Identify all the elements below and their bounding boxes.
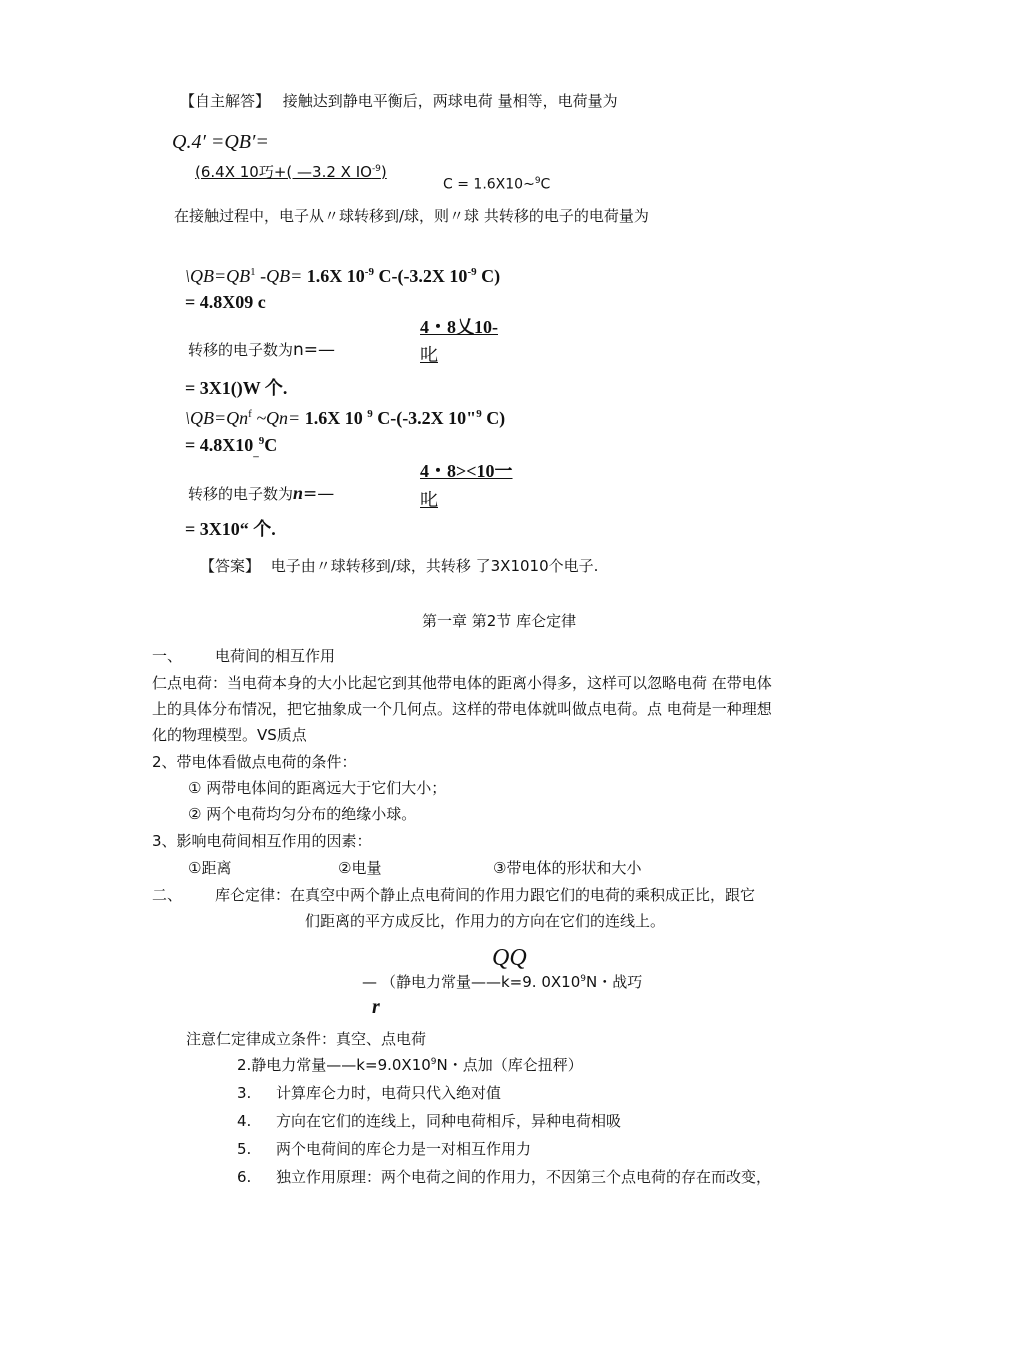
note-6: 独立作用原理：两个电荷之间的作用力，不因第三个点电荷的存在而改变， <box>276 1168 772 1186</box>
equation-1b: = 4.8X09 c <box>185 292 266 312</box>
formula1-lhs: Q.4′ =QB′= <box>172 131 269 153</box>
self-answer-line <box>180 92 618 110</box>
note-2: 2.静电力常量$——k=9.0X10^9N$・点加（库仑扭秤） <box>237 1056 583 1074</box>
law-formula-line: — （静电力常量——k=9. $0X10^9N$・战巧 <box>362 973 643 991</box>
heading-2-number: 二、 <box>152 886 183 904</box>
coulomb-law-line2: 们距离的平方成反比，作用力的方向在它们的连线上。 <box>305 912 666 930</box>
equation-2b: = $4.8X10_{\_}^9C$ <box>185 435 278 459</box>
note-6-number: 6. <box>237 1168 252 1186</box>
point-charge-def-line1: 仁点电荷：当电荷本身的大小比起它到其他带电体的距离小得多，这样可以忽略电荷 在带电体 <box>152 674 772 692</box>
answer-label: 【答案】 <box>200 557 261 575</box>
note-intro: 注意仁定律成立条件：真空、点电荷 <box>186 1030 427 1048</box>
n2-denominator: 叱 <box>420 490 438 511</box>
formula1-result: C = 1.6X10~$^9$C <box>443 176 551 193</box>
note-4: 方向在它们的连线上，同种电荷相斥，异种电荷相吸 <box>276 1112 622 1130</box>
formula1-numerator: (6.4X 10巧+( —3.2 X $IO^{-9}$) <box>195 163 387 181</box>
item-3: 3、影响电荷间相互作用的因素： <box>152 832 372 850</box>
point-charge-def-line3: 化的物理模型。VS质点 <box>152 726 307 744</box>
note-5-number: 5. <box>237 1140 252 1158</box>
n1-numerator: 4・8乂10- <box>420 317 498 337</box>
note-5: 两个电荷间的库仑力是一对相互作用力 <box>276 1140 532 1158</box>
n1-label-line: 转移的电子数为n=— <box>188 340 336 360</box>
n2-numerator: 4・8><10一 <box>420 461 513 481</box>
coulomb-law-line1: 库仑定律：在真空中两个静止点电荷间的作用力跟它们的电荷的乘积成正比，跟它 <box>215 886 756 904</box>
note-4-number: 4. <box>237 1112 252 1130</box>
item-2-a: ① 两带电体间的距离远大于它们大小； <box>188 779 447 797</box>
item-2: 2、带电体看做点电荷的条件： <box>152 753 357 771</box>
heading-1: 电荷间的相互作用 <box>215 647 336 665</box>
self-answer-text: 接触达到静电平衡后，两球电荷 量相等，电荷量为 <box>282 92 618 110</box>
factor-charge: ②电量 <box>338 859 382 877</box>
n2-label-line: 转移的电子数为n=— <box>188 483 335 504</box>
n1-denominator: 叱 <box>420 345 438 366</box>
n1-result: = 3X1()W 个. <box>185 378 288 398</box>
note-3-number: 3. <box>237 1084 252 1102</box>
factor-shape: ③带电体的形状和大小 <box>493 859 642 877</box>
self-answer-label: 【自主解答】 <box>180 92 271 110</box>
law-denominator: r <box>372 996 380 1018</box>
heading-1-number: 一、 <box>152 647 183 665</box>
equation-1a: $\backslash QB=QB^1$ -QB= 1.6X $10^{-9}$ C-(-3.2X $10^{-9}$ C) <box>185 266 501 286</box>
point-charge-def-line2: 上的具体分布情况，把它抽象成一个几何点。这样的带电体就叫做点电荷。点 电荷是一种理想 <box>152 700 772 718</box>
n2-result: = 3X10“ 个. <box>185 519 276 539</box>
item-2-b: ② 两个电荷均匀分布的绝缘小球。 <box>188 805 417 823</box>
equation-2a: $\backslash QB=Qn^f$ ~Qn= 1.6X 10 $^9$ C-(-3.2X 10"$^9$ C) <box>185 408 506 428</box>
note-3: 计算库仑力时，电荷只代入绝对值 <box>276 1084 502 1102</box>
factor-distance: ①距离 <box>188 859 232 877</box>
answer-line <box>200 557 598 575</box>
answer-text: 电子由〃球转移到/球，共转移 了3X1010个电子. <box>270 557 599 575</box>
law-numerator: QQ <box>492 945 527 971</box>
section-title: 第一章 第2节 库仑定律 <box>422 612 577 630</box>
transfer-intro: 在接触过程中，电子从〃球转移到/球，则〃球 共转移的电子的电荷量为 <box>174 207 649 225</box>
